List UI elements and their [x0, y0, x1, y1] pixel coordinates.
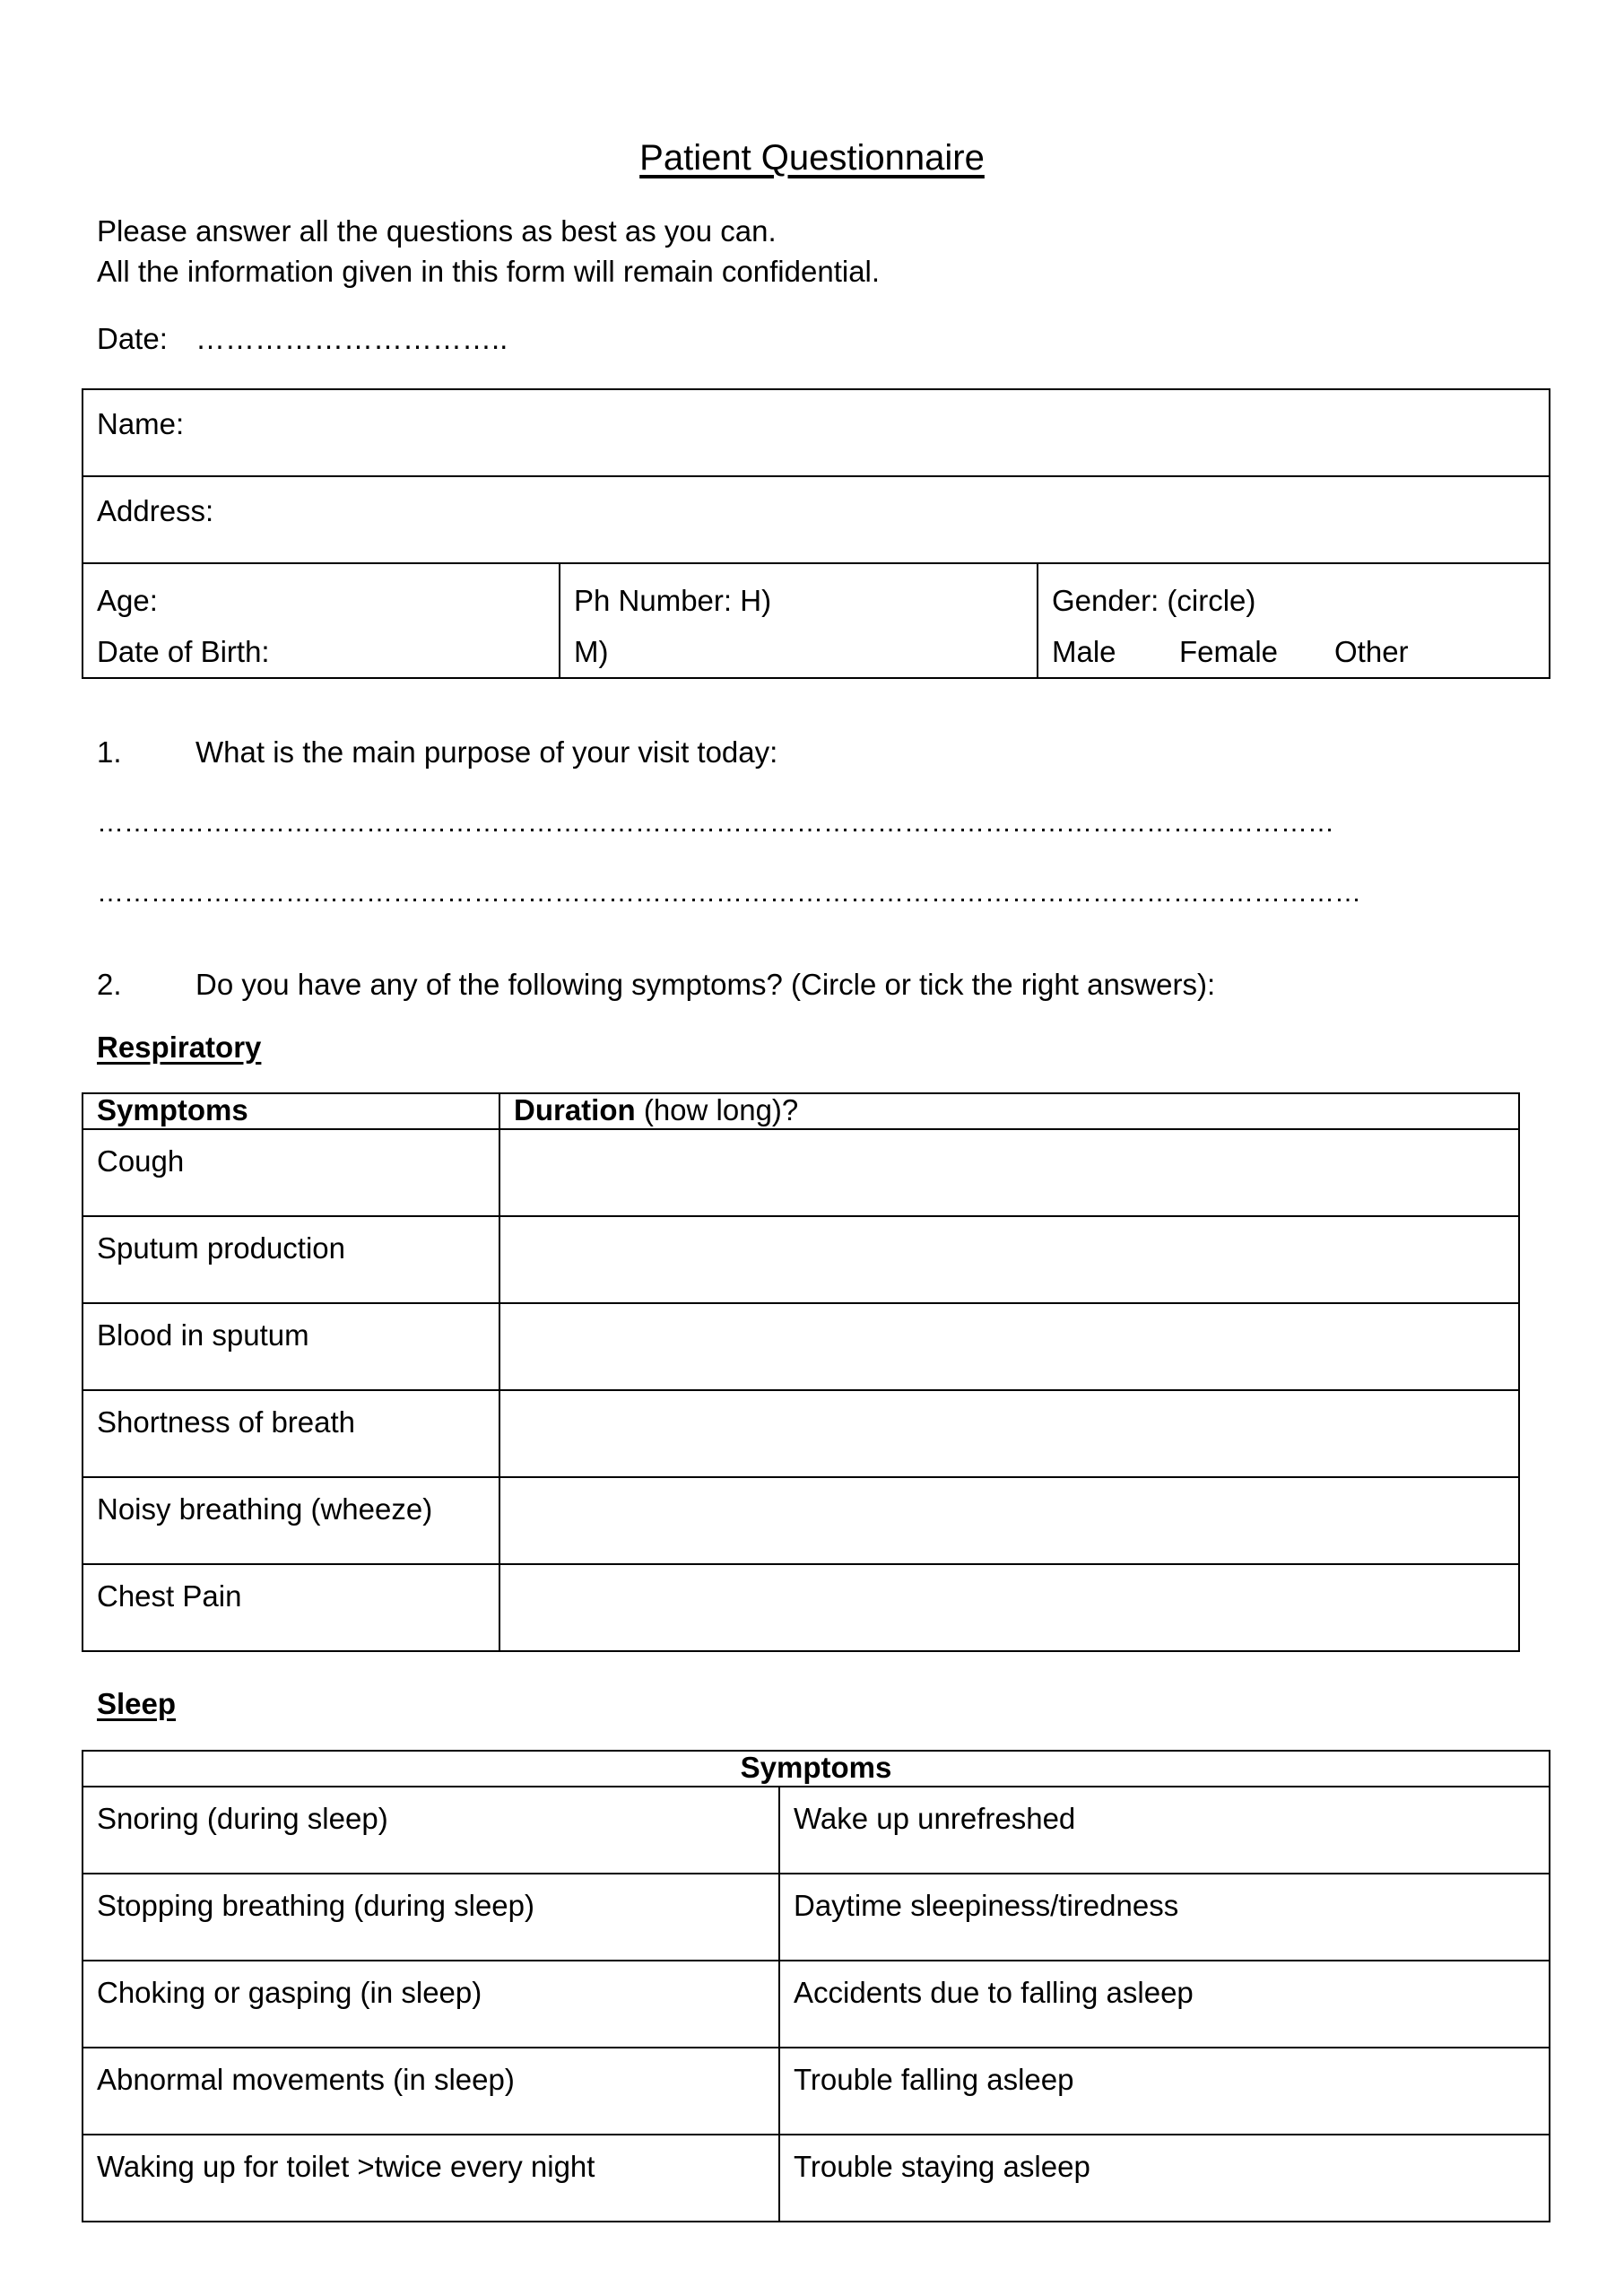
sleep-symptom[interactable]: Wake up unrefreshed [779, 1787, 1550, 1874]
date-label: Date: [97, 322, 168, 355]
respiratory-symptom[interactable]: Shortness of breath [83, 1390, 499, 1477]
respiratory-duration-cell[interactable] [499, 1477, 1519, 1564]
respiratory-duration-cell[interactable] [499, 1564, 1519, 1651]
sleep-symptom[interactable]: Trouble staying asleep [779, 2135, 1550, 2222]
q1-number: 1. [97, 735, 122, 769]
respiratory-duration-cell[interactable] [499, 1129, 1519, 1216]
sleep-symptom[interactable]: Snoring (during sleep) [83, 1787, 779, 1874]
gender-option-female[interactable]: Female [1179, 635, 1279, 668]
phone-field[interactable] [560, 563, 1038, 678]
sleep-symptom[interactable]: Waking up for toilet >twice every night [83, 2135, 779, 2222]
sleep-symptom[interactable]: Choking or gasping (in sleep) [83, 1961, 779, 2048]
q2-text: Do you have any of the following symptoms? (Circle or tick the right answers): [195, 968, 1216, 1001]
intro-line-2: All the information given in this form will remain confidential. [97, 255, 881, 288]
dob-label: Date of Birth: [97, 635, 270, 668]
intro-line-1: Please answer all the questions as best as you can. [97, 214, 777, 248]
respiratory-duration-cell[interactable] [499, 1390, 1519, 1477]
date-field[interactable]: ………………………….. [195, 322, 508, 355]
gender-options [1052, 626, 1549, 677]
gender-field [1038, 563, 1550, 678]
sleep-table [82, 1750, 1550, 2222]
duration-rest-label: (how long)? [635, 1093, 799, 1126]
respiratory-heading: Respiratory [97, 1031, 262, 1064]
respiratory-table [82, 1092, 1520, 1652]
phone-mobile-label: M) [574, 635, 609, 668]
sleep-heading: Sleep [97, 1687, 177, 1720]
respiratory-symptom[interactable]: Noisy breathing (wheeze) [83, 1477, 499, 1564]
sleep-symptom[interactable]: Accidents due to falling asleep [779, 1961, 1550, 2048]
phone-home-label: Ph Number: H) [574, 584, 772, 617]
q2-number: 2. [97, 968, 122, 1001]
sleep-symptom[interactable]: Trouble falling asleep [779, 2048, 1550, 2135]
respiratory-duration-cell[interactable] [499, 1216, 1519, 1303]
q1-answer-line-1[interactable]: ………………………………………………………………………………………………………………………… [97, 808, 1334, 838]
address-label: Address: [97, 494, 214, 527]
name-field[interactable] [83, 389, 1550, 476]
respiratory-symptom[interactable]: Chest Pain [83, 1564, 499, 1651]
respiratory-symptom[interactable]: Blood in sputum [83, 1303, 499, 1390]
age-dob-field[interactable] [83, 563, 560, 678]
gender-label: Gender: (circle) [1052, 584, 1256, 617]
sleep-symptom[interactable]: Stopping breathing (during sleep) [83, 1874, 779, 1961]
duration-bold-label: Duration [514, 1093, 636, 1126]
sleep-symptom[interactable]: Abnormal movements (in sleep) [83, 2048, 779, 2135]
page-title: Patient Questionnaire [639, 138, 985, 178]
respiratory-duration-cell[interactable] [499, 1303, 1519, 1390]
respiratory-col-duration [499, 1093, 1519, 1129]
q1-text: What is the main purpose of your visit today: [195, 735, 778, 769]
gender-option-male[interactable]: Male [1052, 635, 1116, 668]
gender-option-other[interactable]: Other [1334, 635, 1409, 668]
sleep-header: Symptoms [83, 1751, 1550, 1787]
respiratory-symptom[interactable]: Cough [83, 1129, 499, 1216]
age-label: Age: [97, 584, 158, 617]
address-field[interactable] [83, 476, 1550, 563]
respiratory-symptom[interactable]: Sputum production [83, 1216, 499, 1303]
q1-answer-line-2[interactable]: …………………………………………………………………………………………………………………………… [97, 878, 1361, 908]
patient-details-table [82, 388, 1550, 679]
name-label: Name: [97, 407, 185, 440]
sleep-symptom[interactable]: Daytime sleepiness/tiredness [779, 1874, 1550, 1961]
respiratory-col-symptoms: Symptoms [83, 1093, 499, 1129]
